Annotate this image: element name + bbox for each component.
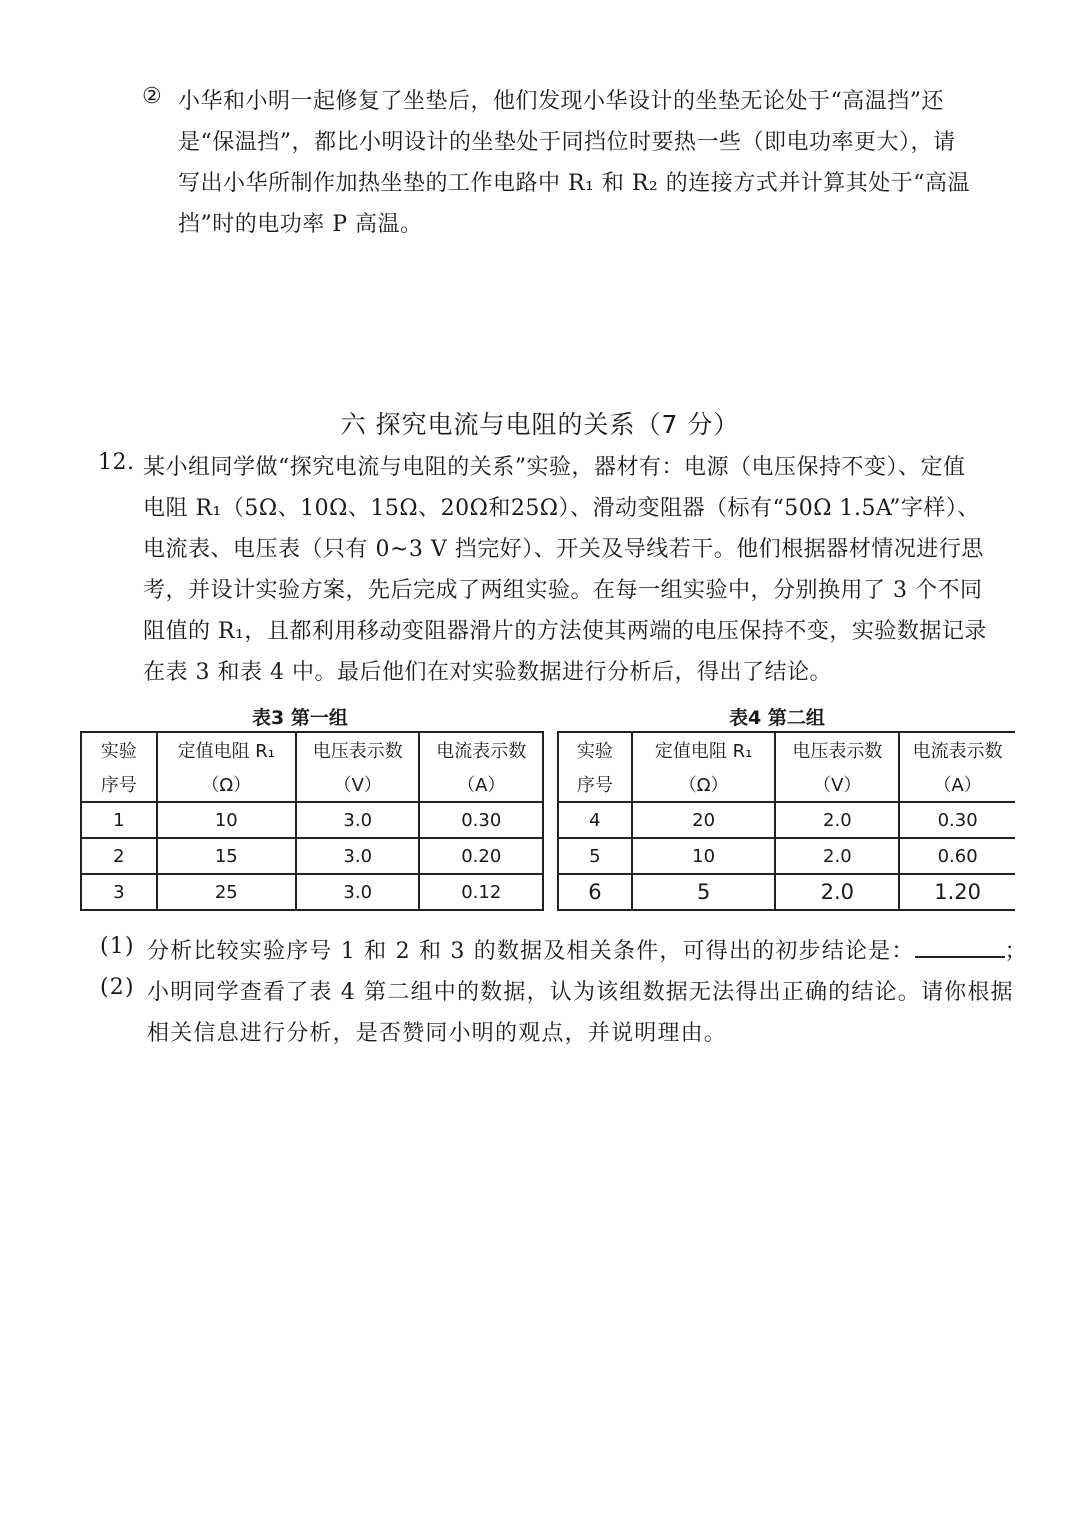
table3-header-cell: （A）: [419, 767, 543, 802]
table4-header-row-top: [558, 732, 1015, 767]
table3-caption: 表3 第一组: [252, 707, 348, 729]
table-row: [558, 802, 1015, 838]
sub-question-1: [147, 934, 1028, 965]
table-cell: 3.0: [296, 802, 419, 838]
table-row: [558, 838, 1015, 874]
table-row: [558, 874, 1015, 910]
table-cell: 20: [632, 802, 776, 838]
table4-header-cell: 序号: [558, 767, 632, 802]
table-cell: 2: [81, 838, 157, 874]
table-cell: 2.0: [775, 802, 899, 838]
table-cell: 0.12: [419, 874, 543, 910]
table4-header-cell: （Ω）: [632, 767, 776, 802]
table-cell: 3: [81, 874, 157, 910]
q12-line-1: 某小组同学做“探究电流与电阻的关系”实验，器材有：电源（电压保持不变）、定值: [143, 455, 966, 480]
prev-line-1: 小华和小明一起修复了坐垫后，他们发现小华设计的坐垫无论处于“高温挡”还: [178, 89, 944, 114]
table-cell: 0.20: [419, 838, 543, 874]
table-cell: 6: [558, 874, 632, 910]
answer-blank[interactable]: [915, 938, 1005, 958]
table4: [557, 731, 1015, 911]
prev-line-4: 挡”时的电功率 P 高温。: [178, 212, 423, 237]
table4-caption: 表4 第二组: [729, 707, 825, 729]
table3-header-row-bottom: [81, 767, 543, 802]
table-row: [81, 874, 543, 910]
table-cell: 4: [558, 802, 632, 838]
section-title: 六 探究电流与电阻的关系（7 分）: [340, 410, 740, 439]
table-cell: 10: [632, 838, 776, 874]
table3-header-cell: 序号: [81, 767, 157, 802]
sub-question-2-label: (2): [100, 975, 135, 1000]
table-cell: 1: [81, 802, 157, 838]
table4-header-cell: 电流表示数: [899, 732, 1015, 767]
table3-header-cell: 电压表示数: [296, 732, 419, 767]
prev-line-3: 写出小华所制作加热坐垫的工作电路中 R₁ 和 R₂ 的连接方式并计算其处于“高温: [178, 171, 970, 196]
q12-line-2: 电阻 R₁（5Ω、10Ω、15Ω、20Ω和25Ω）、滑动变阻器（标有“50Ω 1.5A”字样）、: [143, 496, 980, 521]
prev-line-2: 是“保温挡”，都比小明设计的坐垫处于同挡位时要热一些（即电功率更大），请: [178, 130, 956, 155]
sub-question-1-text: 分析比较实验序号 1 和 2 和 3 的数据及相关条件，可得出的初步结论是：: [147, 939, 915, 964]
sub-question-1-label: (1): [100, 934, 135, 959]
table-cell: 10: [157, 802, 296, 838]
table3: [80, 731, 544, 911]
table4-header-cell: 实验: [558, 732, 632, 767]
table3-header-cell: 电流表示数: [419, 732, 543, 767]
question-marker: ②: [142, 84, 163, 109]
sub-question-2-line-1: 小明同学查看了表 4 第二组中的数据，认为该组数据无法得出正确的结论。请你根据: [147, 980, 1014, 1005]
table-cell: 5: [558, 838, 632, 874]
table3-header-cell: （Ω）: [157, 767, 296, 802]
table-cell: 2.0: [775, 838, 899, 874]
table3-header-row-top: [81, 732, 543, 767]
question-number: 12.: [98, 450, 135, 475]
sub-question-2-line-2: 相关信息进行分析，是否赞同小明的观点，并说明理由。: [147, 1021, 728, 1046]
q12-line-3: 电流表、电压表（只有 0~3 V 挡完好）、开关及导线若干。他们根据器材情况进行思: [143, 537, 984, 562]
q12-line-5: 阻值的 R₁，且都利用移动变阻器滑片的方法使其两端的电压保持不变，实验数据记录: [143, 619, 987, 644]
table-cell: 1.20: [899, 874, 1015, 910]
table-cell: 25: [157, 874, 296, 910]
table-cell: 15: [157, 838, 296, 874]
table3-header-cell: 定值电阻 R₁: [157, 732, 296, 767]
table4-header-cell: （V）: [775, 767, 899, 802]
table-row: [81, 802, 543, 838]
table-cell: 5: [632, 874, 776, 910]
table-row: [81, 838, 543, 874]
table3-header-cell: 实验: [81, 732, 157, 767]
table3-header-cell: （V）: [296, 767, 419, 802]
q12-line-6: 在表 3 和表 4 中。最后他们在对实验数据进行分析后，得出了结论。: [143, 660, 832, 685]
table-cell: 0.30: [899, 802, 1015, 838]
table-cell: 0.30: [419, 802, 543, 838]
table-cell: 2.0: [775, 874, 899, 910]
table4-header-cell: （A）: [899, 767, 1015, 802]
table-cell: 3.0: [296, 874, 419, 910]
table4-header-cell: 电压表示数: [775, 732, 899, 767]
table-cell: 3.0: [296, 838, 419, 874]
table4-header-cell: 定值电阻 R₁: [632, 732, 776, 767]
table4-header-row-bottom: [558, 767, 1015, 802]
table-cell: 0.60: [899, 838, 1015, 874]
sub-question-1-end: ；: [1004, 939, 1028, 964]
q12-line-4: 考，并设计实验方案，先后完成了两组实验。在每一组实验中，分别换用了 3 个不同: [143, 578, 983, 603]
